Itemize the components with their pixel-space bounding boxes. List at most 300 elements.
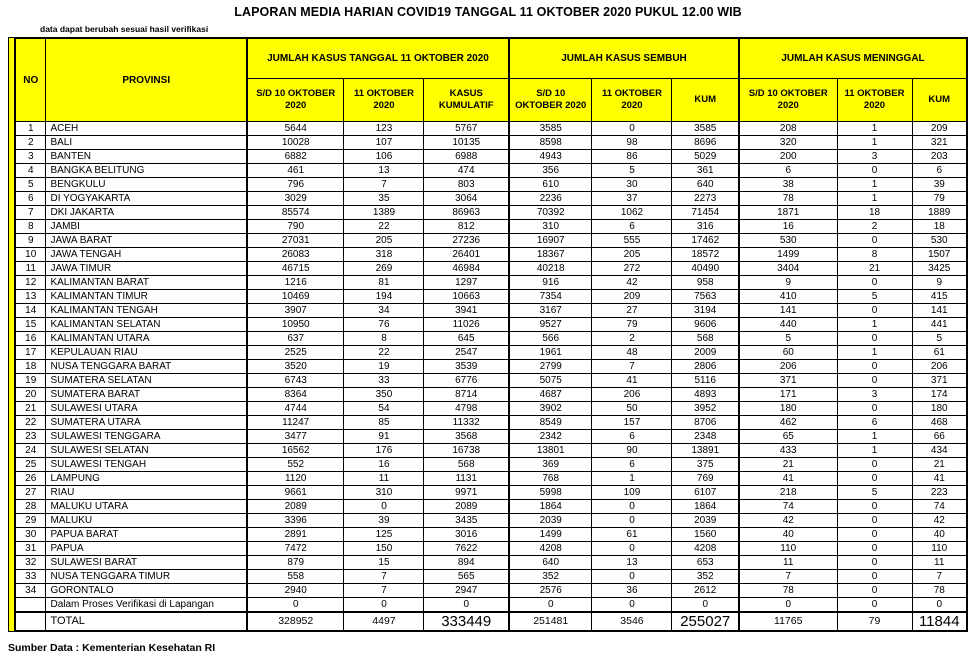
row-provinsi: RIAU <box>46 486 247 500</box>
row-value: 552 <box>247 458 344 472</box>
row-no: 33 <box>15 570 46 584</box>
row-provinsi: DKI JAKARTA <box>46 206 247 220</box>
row-value: 4208 <box>509 542 592 556</box>
row-value: 11 <box>344 472 424 486</box>
row-value: 371 <box>912 374 967 388</box>
row-value: 150 <box>344 542 424 556</box>
row-value: 41 <box>592 374 672 388</box>
table-row <box>15 192 967 206</box>
row-value: 2039 <box>509 514 592 528</box>
row-value: 0 <box>837 458 912 472</box>
row-value: 1 <box>837 430 912 444</box>
row-value: 37 <box>592 192 672 206</box>
row-value: 6 <box>592 220 672 234</box>
row-value: 70392 <box>509 206 592 220</box>
row-provinsi: KEPULAUAN RIAU <box>46 346 247 360</box>
row-value: 321 <box>912 136 967 150</box>
row-value: 2348 <box>672 430 739 444</box>
row-value: 3404 <box>739 262 837 276</box>
table-row <box>15 150 967 164</box>
row-value: 123 <box>344 122 424 136</box>
row-value: 40218 <box>509 262 592 276</box>
row-no: 5 <box>15 178 46 192</box>
row-value: 6988 <box>424 150 509 164</box>
row-value: 141 <box>912 304 967 318</box>
row-no: 9 <box>15 234 46 248</box>
table-row <box>15 472 967 486</box>
row-value: 21 <box>912 458 967 472</box>
row-value: 42 <box>592 276 672 290</box>
data-table <box>14 37 968 632</box>
table-row <box>15 248 967 262</box>
table-row <box>15 374 967 388</box>
row-value: 194 <box>344 290 424 304</box>
row-provinsi: SULAWESI BARAT <box>46 556 247 570</box>
row-value: 310 <box>509 220 592 234</box>
row-value: 0 <box>837 234 912 248</box>
col-header-meninggal-11okt: 11 OKTOBER 2020 <box>837 79 912 122</box>
row-value: 2273 <box>672 192 739 206</box>
row-value: 3064 <box>424 192 509 206</box>
row-value: 18572 <box>672 248 739 262</box>
row-value: 180 <box>739 402 837 416</box>
row-value: 18 <box>912 220 967 234</box>
total-value: 11765 <box>739 612 837 631</box>
row-value: 3585 <box>509 122 592 136</box>
row-value: 8714 <box>424 388 509 402</box>
row-provinsi: BANTEN <box>46 150 247 164</box>
total-value: 333449 <box>424 612 509 631</box>
row-value: 1499 <box>739 248 837 262</box>
row-provinsi: KALIMANTAN TIMUR <box>46 290 247 304</box>
row-value: 5029 <box>672 150 739 164</box>
total-value: 255027 <box>672 612 739 631</box>
row-value: 1864 <box>672 500 739 514</box>
row-value: 6 <box>837 416 912 430</box>
row-value: 462 <box>739 416 837 430</box>
row-no: 34 <box>15 584 46 598</box>
table-row <box>15 122 967 136</box>
row-value: 0 <box>837 542 912 556</box>
row-value: 13 <box>592 556 672 570</box>
row-value: 9527 <box>509 318 592 332</box>
row-value: 9 <box>912 276 967 290</box>
table-row <box>15 262 967 276</box>
row-value: 42 <box>739 514 837 528</box>
row-value: 640 <box>672 178 739 192</box>
row-provinsi: MALUKU UTARA <box>46 500 247 514</box>
row-value: 2089 <box>424 500 509 514</box>
row-value: 530 <box>739 234 837 248</box>
row-value: 0 <box>837 360 912 374</box>
row-value: 206 <box>592 388 672 402</box>
row-value: 415 <box>912 290 967 304</box>
row-provinsi: BENGKULU <box>46 178 247 192</box>
row-no: 4 <box>15 164 46 178</box>
table-row <box>15 556 967 570</box>
row-no: 14 <box>15 304 46 318</box>
row-value: 11 <box>739 556 837 570</box>
row-value: 369 <box>509 458 592 472</box>
row-value: 653 <box>672 556 739 570</box>
row-value: 3585 <box>672 122 739 136</box>
row-no: 17 <box>15 346 46 360</box>
row-value: 9606 <box>672 318 739 332</box>
row-value: 209 <box>592 290 672 304</box>
table-row <box>15 206 967 220</box>
row-no: 29 <box>15 514 46 528</box>
row-value: 3520 <box>247 360 344 374</box>
row-value: 10028 <box>247 136 344 150</box>
table-row <box>15 458 967 472</box>
row-value: 180 <box>912 402 967 416</box>
row-no: 21 <box>15 402 46 416</box>
row-provinsi: ACEH <box>46 122 247 136</box>
row-value: 4893 <box>672 388 739 402</box>
row-provinsi: JAWA BARAT <box>46 234 247 248</box>
row-value: 10135 <box>424 136 509 150</box>
row-value: 2891 <box>247 528 344 542</box>
row-value: 3016 <box>424 528 509 542</box>
row-value: 4798 <box>424 402 509 416</box>
row-value: 2009 <box>672 346 739 360</box>
row-value: 22 <box>344 220 424 234</box>
row-value: 90 <box>592 444 672 458</box>
row-value: 61 <box>592 528 672 542</box>
row-value: 171 <box>739 388 837 402</box>
row-provinsi: SULAWESI UTARA <box>46 402 247 416</box>
row-value: 645 <box>424 332 509 346</box>
total-value: 11844 <box>912 612 967 631</box>
row-provinsi: KALIMANTAN BARAT <box>46 276 247 290</box>
row-value: 2525 <box>247 346 344 360</box>
row-no: 30 <box>15 528 46 542</box>
row-value: 461 <box>247 164 344 178</box>
row-value: 3029 <box>247 192 344 206</box>
row-value: 0 <box>837 374 912 388</box>
row-value: 16 <box>739 220 837 234</box>
row-value: 3941 <box>424 304 509 318</box>
row-value: 13 <box>344 164 424 178</box>
row-provinsi: LAMPUNG <box>46 472 247 486</box>
row-value: 42 <box>912 514 967 528</box>
table-row <box>15 430 967 444</box>
table-row <box>15 444 967 458</box>
row-value: 218 <box>739 486 837 500</box>
row-value: 796 <box>247 178 344 192</box>
row-value: 16562 <box>247 444 344 458</box>
row-value: 205 <box>344 234 424 248</box>
row-value: 1 <box>837 318 912 332</box>
row-no: 22 <box>15 416 46 430</box>
row-value: 11247 <box>247 416 344 430</box>
row-value: 565 <box>424 570 509 584</box>
row-value: 0 <box>509 598 592 613</box>
row-value: 209 <box>912 122 967 136</box>
col-group-sembuh: JUMLAH KASUS SEMBUH <box>509 38 739 79</box>
row-value: 21 <box>739 458 837 472</box>
table-row <box>15 528 967 542</box>
row-no: 10 <box>15 248 46 262</box>
table-row <box>15 360 967 374</box>
row-value: 2947 <box>424 584 509 598</box>
row-no: 28 <box>15 500 46 514</box>
row-value: 568 <box>424 458 509 472</box>
row-value: 769 <box>672 472 739 486</box>
row-value: 568 <box>672 332 739 346</box>
row-value: 5 <box>837 486 912 500</box>
row-value: 86 <box>592 150 672 164</box>
row-value: 361 <box>672 164 739 178</box>
row-value: 41 <box>912 472 967 486</box>
row-value: 803 <box>424 178 509 192</box>
row-value: 10469 <box>247 290 344 304</box>
row-value: 0 <box>837 556 912 570</box>
row-value: 208 <box>739 122 837 136</box>
col-header-kasus-sd10: S/D 10 OKTOBER 2020 <box>247 79 344 122</box>
row-value: 2 <box>837 220 912 234</box>
row-value: 65 <box>739 430 837 444</box>
row-no: 18 <box>15 360 46 374</box>
row-provinsi: KALIMANTAN SELATAN <box>46 318 247 332</box>
row-value: 371 <box>739 374 837 388</box>
row-value: 85574 <box>247 206 344 220</box>
row-value: 3 <box>837 150 912 164</box>
row-value: 8 <box>344 332 424 346</box>
row-value: 8549 <box>509 416 592 430</box>
row-value: 272 <box>592 262 672 276</box>
row-value: 0 <box>837 164 912 178</box>
row-value: 6743 <box>247 374 344 388</box>
row-value: 269 <box>344 262 424 276</box>
row-value: 1 <box>837 444 912 458</box>
row-value: 310 <box>344 486 424 500</box>
row-value: 79 <box>592 318 672 332</box>
row-value: 40490 <box>672 262 739 276</box>
row-value: 54 <box>344 402 424 416</box>
row-value: 125 <box>344 528 424 542</box>
row-no: 31 <box>15 542 46 556</box>
row-value: 60 <box>739 346 837 360</box>
row-value: 1 <box>837 192 912 206</box>
row-value: 3167 <box>509 304 592 318</box>
row-value: 34 <box>344 304 424 318</box>
row-no: 32 <box>15 556 46 570</box>
row-value: 11026 <box>424 318 509 332</box>
row-value: 790 <box>247 220 344 234</box>
row-provinsi: JAMBI <box>46 220 247 234</box>
row-provinsi: NUSA TENGGARA BARAT <box>46 360 247 374</box>
row-value: 205 <box>592 248 672 262</box>
row-value: 0 <box>837 528 912 542</box>
row-value: 7 <box>344 178 424 192</box>
row-value: 18367 <box>509 248 592 262</box>
row-value: 174 <box>912 388 967 402</box>
row-value: 637 <box>247 332 344 346</box>
row-value: 0 <box>592 542 672 556</box>
row-provinsi: BANGKA BELITUNG <box>46 164 247 178</box>
row-value: 350 <box>344 388 424 402</box>
row-value: 200 <box>739 150 837 164</box>
row-value: 1120 <box>247 472 344 486</box>
row-value: 958 <box>672 276 739 290</box>
row-value: 110 <box>912 542 967 556</box>
row-provinsi: SUMATERA SELATAN <box>46 374 247 388</box>
row-no: 25 <box>15 458 46 472</box>
row-value: 2236 <box>509 192 592 206</box>
total-label: TOTAL <box>46 612 247 631</box>
row-value: 3435 <box>424 514 509 528</box>
row-provinsi: SUMATERA UTARA <box>46 416 247 430</box>
row-value: 1560 <box>672 528 739 542</box>
row-value: 10663 <box>424 290 509 304</box>
row-value: 27031 <box>247 234 344 248</box>
row-value: 8696 <box>672 136 739 150</box>
row-value: 6 <box>912 164 967 178</box>
row-value: 5767 <box>424 122 509 136</box>
row-value: 78 <box>739 584 837 598</box>
table-row <box>15 318 967 332</box>
row-provinsi: JAWA TENGAH <box>46 248 247 262</box>
row-no: 27 <box>15 486 46 500</box>
row-no: 24 <box>15 444 46 458</box>
row-value: 2 <box>592 332 672 346</box>
row-value: 566 <box>509 332 592 346</box>
table-row <box>15 346 967 360</box>
table-row <box>15 234 967 248</box>
table-row <box>15 570 967 584</box>
col-group-kasus: JUMLAH KASUS TANGGAL 11 OKTOBER 2020 <box>247 38 509 79</box>
row-value: 39 <box>912 178 967 192</box>
row-no: 3 <box>15 150 46 164</box>
row-value: 6107 <box>672 486 739 500</box>
row-value: 98 <box>592 136 672 150</box>
row-value: 7 <box>912 570 967 584</box>
row-value: 1062 <box>592 206 672 220</box>
row-value: 22 <box>344 346 424 360</box>
table-row <box>15 332 967 346</box>
total-value: 251481 <box>509 612 592 631</box>
table-row <box>15 290 967 304</box>
row-value: 375 <box>672 458 739 472</box>
table-row <box>15 598 967 613</box>
row-value: 74 <box>739 500 837 514</box>
row-value: 610 <box>509 178 592 192</box>
row-value: 109 <box>592 486 672 500</box>
row-value: 2799 <box>509 360 592 374</box>
row-value: 440 <box>739 318 837 332</box>
row-value: 5116 <box>672 374 739 388</box>
row-value: 5075 <box>509 374 592 388</box>
row-value: 7 <box>344 584 424 598</box>
row-value: 768 <box>509 472 592 486</box>
row-provinsi: DI YOGYAKARTA <box>46 192 247 206</box>
row-value: 176 <box>344 444 424 458</box>
col-header-sembuh-sd10: S/D 10 OKTOBER 2020 <box>509 79 592 122</box>
row-value: 4208 <box>672 542 739 556</box>
row-value: 33 <box>344 374 424 388</box>
row-value: 812 <box>424 220 509 234</box>
row-value: 474 <box>424 164 509 178</box>
col-header-sembuh-kum: KUM <box>672 79 739 122</box>
row-value: 3902 <box>509 402 592 416</box>
row-value: 11 <box>912 556 967 570</box>
row-provinsi: BALI <box>46 136 247 150</box>
row-provinsi: MALUKU <box>46 514 247 528</box>
row-value: 18 <box>837 206 912 220</box>
row-value: 141 <box>739 304 837 318</box>
col-header-provinsi: PROVINSI <box>46 38 247 122</box>
row-value: 5 <box>592 164 672 178</box>
col-header-kasus-kumulatif: KASUS KUMULATIF <box>424 79 509 122</box>
row-value: 1499 <box>509 528 592 542</box>
row-value: 7472 <box>247 542 344 556</box>
table-row <box>15 514 967 528</box>
row-value: 6776 <box>424 374 509 388</box>
row-value: 7 <box>739 570 837 584</box>
table-row <box>15 584 967 598</box>
row-no <box>15 598 46 613</box>
row-value: 0 <box>912 598 967 613</box>
row-value: 1 <box>592 472 672 486</box>
row-value: 1507 <box>912 248 967 262</box>
row-provinsi: KALIMANTAN TENGAH <box>46 304 247 318</box>
table-row <box>15 402 967 416</box>
row-no: 12 <box>15 276 46 290</box>
row-no: 6 <box>15 192 46 206</box>
row-value: 15 <box>344 556 424 570</box>
row-value: 27 <box>592 304 672 318</box>
total-row <box>15 612 967 631</box>
row-value: 3477 <box>247 430 344 444</box>
row-value: 0 <box>837 276 912 290</box>
table-row <box>15 164 967 178</box>
row-value: 2039 <box>672 514 739 528</box>
row-value: 410 <box>739 290 837 304</box>
row-value: 356 <box>509 164 592 178</box>
total-value: 328952 <box>247 612 344 631</box>
row-value: 7622 <box>424 542 509 556</box>
row-value: 50 <box>592 402 672 416</box>
row-provinsi: SULAWESI SELATAN <box>46 444 247 458</box>
row-value: 27236 <box>424 234 509 248</box>
row-value: 203 <box>912 150 967 164</box>
row-value: 441 <box>912 318 967 332</box>
row-value: 11332 <box>424 416 509 430</box>
row-value: 7 <box>592 360 672 374</box>
row-value: 86963 <box>424 206 509 220</box>
row-no: 11 <box>15 262 46 276</box>
row-no: 8 <box>15 220 46 234</box>
row-value: 66 <box>912 430 967 444</box>
row-value: 206 <box>739 360 837 374</box>
col-header-meninggal-kum: KUM <box>912 79 967 122</box>
table-row <box>15 304 967 318</box>
row-value: 0 <box>739 598 837 613</box>
table-row <box>15 220 967 234</box>
row-value: 35 <box>344 192 424 206</box>
row-value: 0 <box>344 500 424 514</box>
row-value: 433 <box>739 444 837 458</box>
row-value: 7563 <box>672 290 739 304</box>
row-value: 5998 <box>509 486 592 500</box>
row-value: 85 <box>344 416 424 430</box>
row-value: 76 <box>344 318 424 332</box>
row-no: 16 <box>15 332 46 346</box>
row-value: 0 <box>344 598 424 613</box>
row-value: 36 <box>592 584 672 598</box>
row-value: 0 <box>672 598 739 613</box>
